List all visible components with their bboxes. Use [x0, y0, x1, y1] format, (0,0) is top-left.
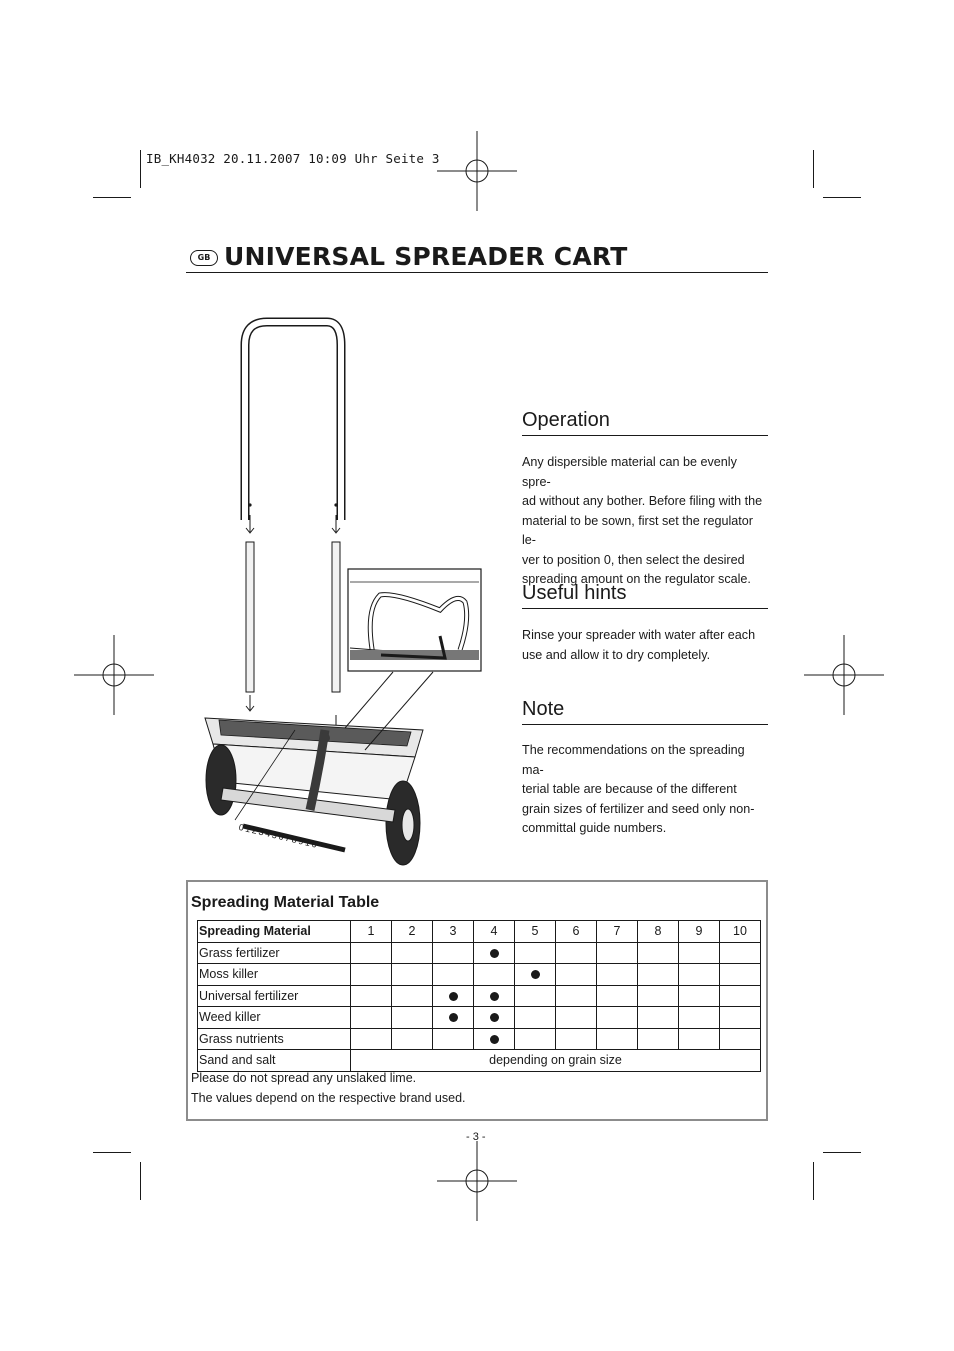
- cell-setting-5: [515, 1028, 556, 1050]
- cell-setting-9: [679, 942, 720, 964]
- cell-setting-7: [597, 985, 638, 1007]
- note-heading: Note: [522, 698, 768, 725]
- cell-setting-7: [597, 942, 638, 964]
- cell-setting-9: [679, 1028, 720, 1050]
- language-badge: GB: [190, 250, 218, 266]
- cell-setting-9: [679, 964, 720, 986]
- cell-setting-3: [433, 1028, 474, 1050]
- cell-setting-6: [556, 985, 597, 1007]
- recommended-dot: [490, 949, 499, 958]
- note-line: grain sizes of fertilizer and seed only non-: [522, 801, 755, 816]
- cell-setting-7: [597, 1028, 638, 1050]
- cell-setting-2: [392, 1007, 433, 1029]
- cell-setting-10: [720, 985, 761, 1007]
- cell-setting-10: [720, 964, 761, 986]
- print-slug: IB_KH4032 20.11.2007 10:09 Uhr Seite 3: [146, 151, 440, 166]
- header-cell-5: 5: [515, 921, 556, 943]
- recommended-dot: [449, 992, 458, 1001]
- header-cell-3: 3: [433, 921, 474, 943]
- recommended-dot: [490, 1013, 499, 1022]
- header-cell-1: 1: [351, 921, 392, 943]
- scale-label-2: 2: [251, 825, 260, 837]
- cell-setting-10: [720, 1007, 761, 1029]
- crop-mark-br-h: [823, 1152, 861, 1153]
- scale-label-10: 10: [304, 837, 320, 851]
- header-cell-material: Spreading Material: [198, 921, 351, 943]
- registration-mark-top: [437, 131, 517, 211]
- cell-setting-3: [433, 942, 474, 964]
- cell-setting-6: [556, 964, 597, 986]
- operation-line: material to be sown, first set the regulator le-: [522, 513, 753, 547]
- crop-mark-tl-h: [93, 197, 131, 198]
- cell-setting-8: [638, 964, 679, 986]
- spreading-material-table-box: [186, 880, 768, 1121]
- cell-setting-4: [474, 985, 515, 1007]
- material-rows: [198, 942, 761, 1050]
- crop-mark-bl-v: [140, 1162, 141, 1200]
- cell-setting-6: [556, 942, 597, 964]
- scale-label-8: 8: [290, 834, 300, 846]
- cell-setting-9: [679, 985, 720, 1007]
- cell-setting-1: [351, 1007, 392, 1029]
- cell-setting-5: [515, 1007, 556, 1029]
- scale-label-5: 5: [270, 829, 280, 841]
- note-text: [522, 741, 768, 839]
- registration-mark-right: [804, 635, 884, 715]
- cell-setting-5: [515, 964, 556, 986]
- crop-mark-tl-v: [140, 150, 141, 188]
- crop-mark-tr-h: [823, 197, 861, 198]
- cell-setting-10: [720, 942, 761, 964]
- cell-setting-1: [351, 1028, 392, 1050]
- cell-setting-1: [351, 942, 392, 964]
- scale-label-4: 4: [264, 828, 274, 840]
- cell-setting-7: [597, 1007, 638, 1029]
- recommended-dot: [490, 992, 499, 1001]
- cell-setting-4: [474, 1028, 515, 1050]
- hints-line: use and allow it to dry completely.: [522, 647, 711, 662]
- cell-setting-4: [474, 1007, 515, 1029]
- recommended-dot: [531, 970, 540, 979]
- cell-setting-4: [474, 942, 515, 964]
- row-material-name: Grass nutrients: [198, 1028, 351, 1050]
- header-cell-8: 8: [638, 921, 679, 943]
- cell-setting-8: [638, 942, 679, 964]
- row-material-name: Grass fertilizer: [198, 942, 351, 964]
- cell-setting-1: [351, 964, 392, 986]
- table-row: [198, 964, 761, 986]
- cell-setting-2: [392, 964, 433, 986]
- registration-mark-left: [74, 635, 154, 715]
- table-title: Spreading Material Table: [191, 894, 380, 911]
- note-line: committal guide numbers.: [522, 821, 667, 835]
- cell-setting-2: [392, 1028, 433, 1050]
- cell-setting-3: [433, 985, 474, 1007]
- recommended-dot: [490, 1035, 499, 1044]
- cell-setting-4: [474, 964, 515, 986]
- registration-mark-bottom: [437, 1141, 517, 1221]
- page-header: [186, 240, 768, 273]
- operation-line: spreading amount on the regulator scale.: [522, 572, 751, 586]
- footnote-brand: The values depend on the respective brand used.: [191, 1091, 466, 1105]
- table-row: [198, 942, 761, 964]
- note-line: terial table are because of the different: [522, 782, 737, 796]
- operation-line: ad without any bother. Before filing with the: [522, 494, 763, 508]
- recommended-dot: [449, 1013, 458, 1022]
- cell-setting-8: [638, 985, 679, 1007]
- crop-mark-tr-v: [813, 150, 814, 188]
- cell-setting-3: [433, 964, 474, 986]
- scale-label-6: 6: [277, 831, 287, 843]
- page-title: UNIVERSAL SPREADER CART: [224, 242, 628, 271]
- header-cell-10: 10: [720, 921, 761, 943]
- scale-label-3: 3: [257, 826, 267, 838]
- cell-setting-8: [638, 1007, 679, 1029]
- cell-setting-1: [351, 985, 392, 1007]
- scale-label-9: 9: [297, 835, 307, 848]
- header-cell-9: 9: [679, 921, 720, 943]
- cell-setting-2: [392, 985, 433, 1007]
- row-name-sand-salt: Sand and salt: [198, 1050, 351, 1072]
- header-cell-4: 4: [474, 921, 515, 943]
- page-number: - 3 -: [466, 1131, 486, 1143]
- cell-setting-10: [720, 1028, 761, 1050]
- header-cell-7: 7: [597, 921, 638, 943]
- operation-line: Any dispersible material can be evenly spre-: [522, 455, 737, 489]
- operation-text: [522, 453, 768, 590]
- table-row: [198, 1028, 761, 1050]
- hints-heading: Useful hints: [522, 582, 768, 609]
- grain-size-note: depending on grain size: [351, 1050, 761, 1072]
- row-material-name: Weed killer: [198, 1007, 351, 1029]
- hints-line: Rinse your spreader with water after each: [522, 628, 756, 642]
- table-header-row: [198, 921, 761, 943]
- note-line: The recommendations on the spreading ma-: [522, 743, 745, 777]
- cell-setting-3: [433, 1007, 474, 1029]
- header-cell-6: 6: [556, 921, 597, 943]
- scale-label-7: 7: [284, 832, 294, 845]
- footnote-lime: Please do not spread any unslaked lime.: [191, 1071, 417, 1085]
- cell-setting-5: [515, 985, 556, 1007]
- cell-setting-5: [515, 942, 556, 964]
- scale-label-0: 0: [237, 822, 247, 834]
- operation-line: ver to position 0, then select the desired: [522, 552, 745, 567]
- cell-setting-6: [556, 1007, 597, 1029]
- operation-heading: Operation: [522, 409, 768, 436]
- row-material-name: Universal fertilizer: [198, 985, 351, 1007]
- spreader-cart-illustration: [195, 310, 495, 870]
- table-row-sand-salt: [198, 1050, 761, 1072]
- cell-setting-8: [638, 1028, 679, 1050]
- header-cell-2: 2: [392, 921, 433, 943]
- table-row: [198, 985, 761, 1007]
- crop-mark-bl-h: [93, 1152, 131, 1153]
- row-material-name: Moss killer: [198, 964, 351, 986]
- scale-label-1: 1: [244, 823, 254, 835]
- table-row: [198, 1007, 761, 1029]
- cell-setting-2: [392, 942, 433, 964]
- cell-setting-7: [597, 964, 638, 986]
- hints-text: [522, 626, 768, 665]
- cell-setting-6: [556, 1028, 597, 1050]
- cell-setting-9: [679, 1007, 720, 1029]
- crop-mark-br-v: [813, 1162, 814, 1200]
- spreading-material-table: [197, 920, 761, 1072]
